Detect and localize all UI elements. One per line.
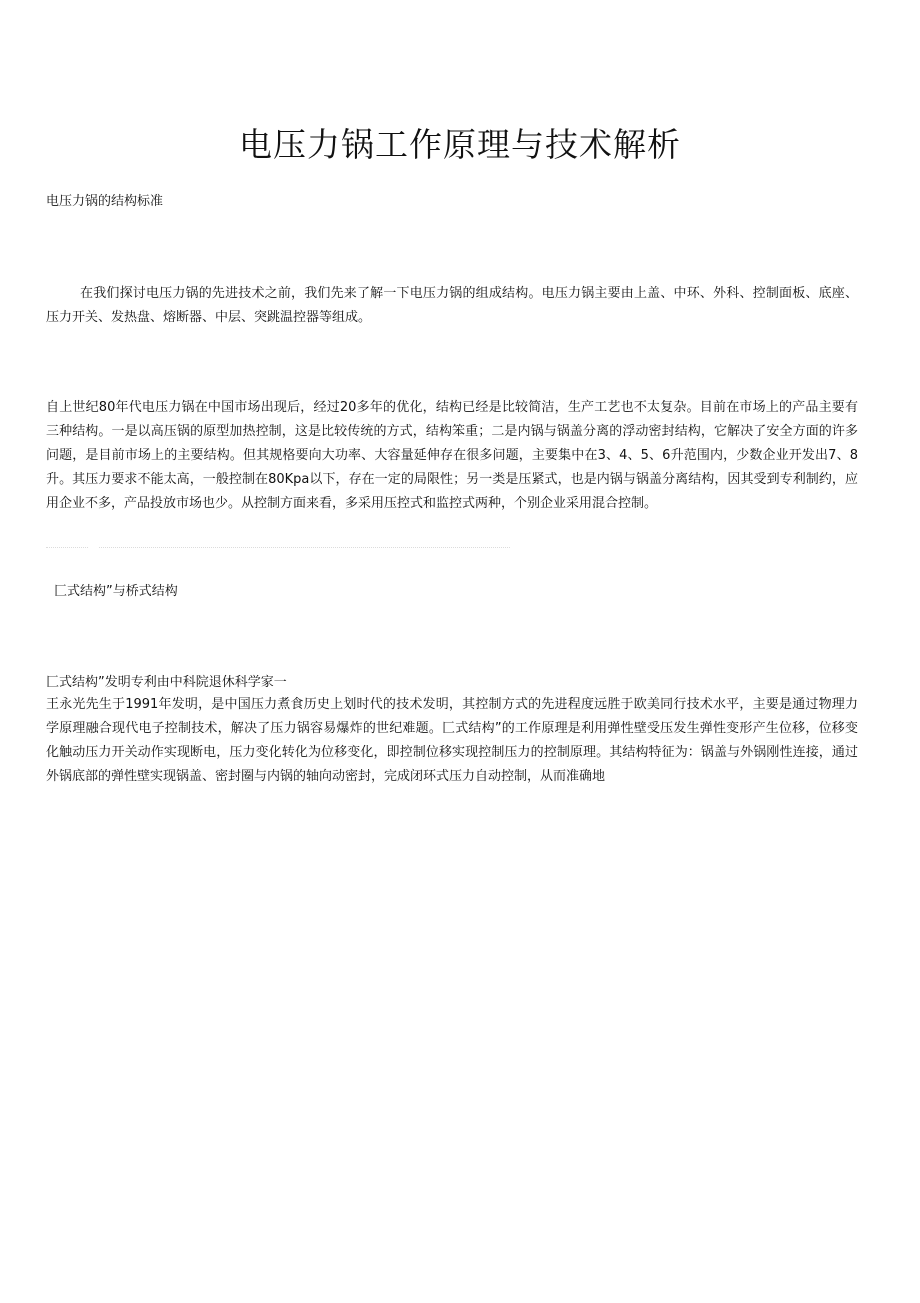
- paragraph-patent-details: 王永光先生于1991年发明，是中国压力煮食历史上划时代的技术发明，其控制方式的先进程度远胜于欧美同行技术水平，主要是通过物理力学原理融合现代电子控制技术，解决了压力锅容易爆炸的世纪难题。匚式结构”的工作原理是利用弹性壁受压发生弹性变形产生位移，位移变化触动压力开关动作实现断电，压力变化转化为位移变化，即控制位移实现控制压力的控制原理。其结构特征为：锅盖与外锅刚性连接，通过外锅底部的弹性壁实现锅盖、密封圈与内锅的轴向动密封，完成闭环式压力自动控制，从而准确地: [46, 697, 858, 784]
- subheading-patent: 匚式结构”发明专利由中科院退休科学家一: [46, 675, 287, 690]
- paragraph-market-structures: 自上世纪80年代电压力锅在中国市场出现后，经过20多年的优化，结构已经是比较简洁，生产工艺也不太复杂。目前在市场上的产品主要有三种结构。一是以高压锅的原型加热控制，这是比较传统的方式，结构笨重；二是内锅与锅盖分离的浮动密封结构，它解决了安全方面的许多问题，是目前市场上的主要结构。但其规格要向大功率、大容量延伸存在很多问题，主要集中在3、4、5、6升范围内，少数企业开发出7、8升。其压力要求不能太高，一般控制在80Kpa以下，存在一定的局限性；另一类是压紧式，也是内锅与锅盖分离结构，因其受到专利制约，应用企业不多，产品投放市场也少。从控制方面来看，多采用压控式和监控式两种，个别企业采用混合控制。: [46, 400, 858, 511]
- dotted-divider: [46, 547, 510, 548]
- section-heading-structure: 电压力锅的结构标准: [46, 194, 164, 209]
- paragraph-intro: 在我们探讨电压力锅的先进技术之前，我们先来了解一下电压力锅的组成结构。电压力锅主要由上盖、中环、外科、控制面板、底座、压力开关、发热盘、熔断器、中层、突跳温控器等组成。: [46, 286, 858, 325]
- document-title: 电压力锅工作原理与技术解析: [239, 125, 681, 164]
- section-heading-structure-types: 匚式结构”与桥式结构: [54, 584, 178, 599]
